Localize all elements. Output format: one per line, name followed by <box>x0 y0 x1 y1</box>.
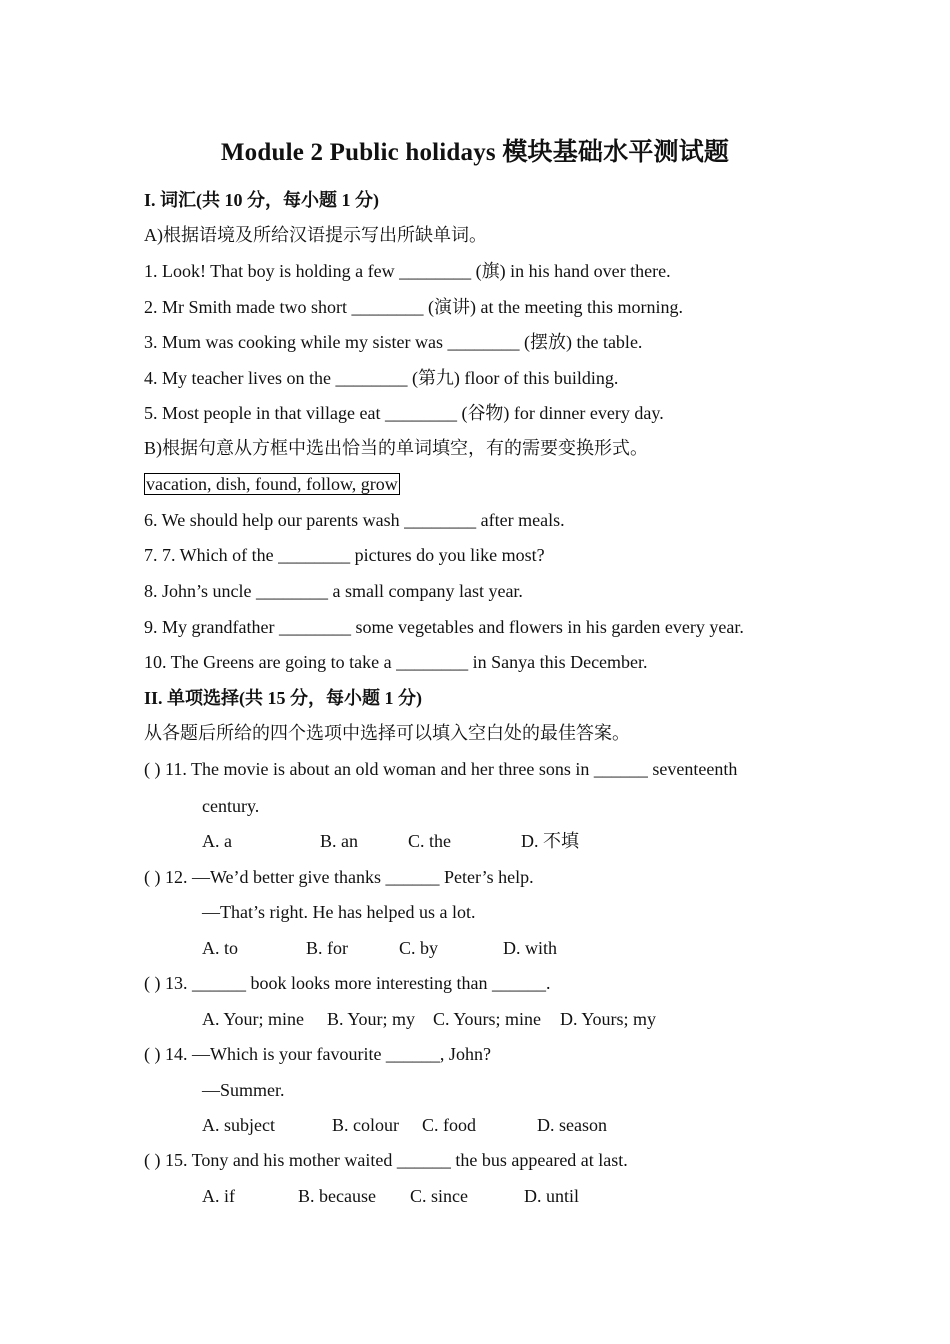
option-a: A. to <box>202 938 238 958</box>
section1-partA-instruction: A)根据语境及所给汉语提示写出所缺单词。 <box>144 225 487 245</box>
section2-heading: II. 单项选择(共 15 分，每小题 1 分) <box>144 688 422 708</box>
option-c: C. food <box>422 1115 476 1135</box>
question-7: 7. 7. Which of the ________ pictures do you like most? <box>144 545 545 565</box>
question-2: 2. Mr Smith made two short ________ (演讲) at the meeting this morning. <box>144 297 683 317</box>
section2-instruction: 从各题后所给的四个选项中选择可以填入空白处的最佳答案。 <box>144 723 630 743</box>
option-a: A. Your; mine <box>202 1009 305 1029</box>
option-d: D. until <box>524 1186 580 1206</box>
question-15-stem: ( ) 15. Tony and his mother waited ______ the bus appeared at last. <box>144 1150 628 1170</box>
section1-partB-instruction: B)根据句意从方框中选出恰当的单词填空，有的需要变换形式。 <box>144 438 648 458</box>
option-b: B. for <box>306 938 348 958</box>
option-a: A. a <box>202 831 232 851</box>
word-box-text: vacation, dish, found, follow, grow <box>146 474 398 494</box>
question-12-continuation: —That’s right. He has helped us a lot. <box>202 902 476 922</box>
question-14-continuation: —Summer. <box>202 1080 285 1100</box>
question-13-stem: ( ) 13. ______ book looks more interesting than ______. <box>144 973 551 993</box>
option-c: C. the <box>408 831 451 851</box>
question-11-stem: ( ) 11. The movie is about an old woman and her three sons in ______ seventeenth <box>144 759 738 779</box>
word-box <box>144 472 400 496</box>
option-d: D. with <box>503 938 557 958</box>
question-8: 8. John’s uncle ________ a small company last year. <box>144 581 523 601</box>
option-b: B. because <box>298 1186 376 1206</box>
question-5: 5. Most people in that village eat ________ (谷物) for dinner every day. <box>144 403 664 423</box>
question-4: 4. My teacher lives on the ________ (第九) floor of this building. <box>144 368 619 388</box>
option-c: C. since <box>410 1186 468 1206</box>
option-c: C. by <box>399 938 439 958</box>
option-b: B. an <box>320 831 358 851</box>
option-a: A. subject <box>202 1115 275 1135</box>
question-1: 1. Look! That boy is holding a few ________ (旗) in his hand over there. <box>144 261 671 281</box>
question-9: 9. My grandfather ________ some vegetables and flowers in his garden every year. <box>144 617 744 637</box>
option-d: D. 不填 <box>521 831 579 851</box>
question-14-stem: ( ) 14. —Which is your favourite ______, John? <box>144 1044 491 1064</box>
question-3: 3. Mum was cooking while my sister was ________ (摆放) the table. <box>144 332 643 352</box>
option-a: A. if <box>202 1186 235 1206</box>
question-12-stem: ( ) 12. —We’d better give thanks ______ Peter’s help. <box>144 867 534 887</box>
option-d: D. Yours; my <box>560 1009 657 1029</box>
option-b: B. colour <box>332 1115 399 1135</box>
section1-heading: I. 词汇(共 10 分，每小题 1 分) <box>144 190 379 210</box>
page-title: Module 2 Public holidays 模块基础水平测试题 <box>220 139 730 166</box>
option-b: B. Your; my <box>327 1009 416 1029</box>
question-6: 6. We should help our parents wash ________ after meals. <box>144 510 565 530</box>
question-10: 10. The Greens are going to take a ________ in Sanya this December. <box>144 652 648 672</box>
question-11-continuation: century. <box>202 796 260 816</box>
option-d: D. season <box>537 1115 607 1135</box>
option-c: C. Yours; mine <box>433 1009 542 1029</box>
